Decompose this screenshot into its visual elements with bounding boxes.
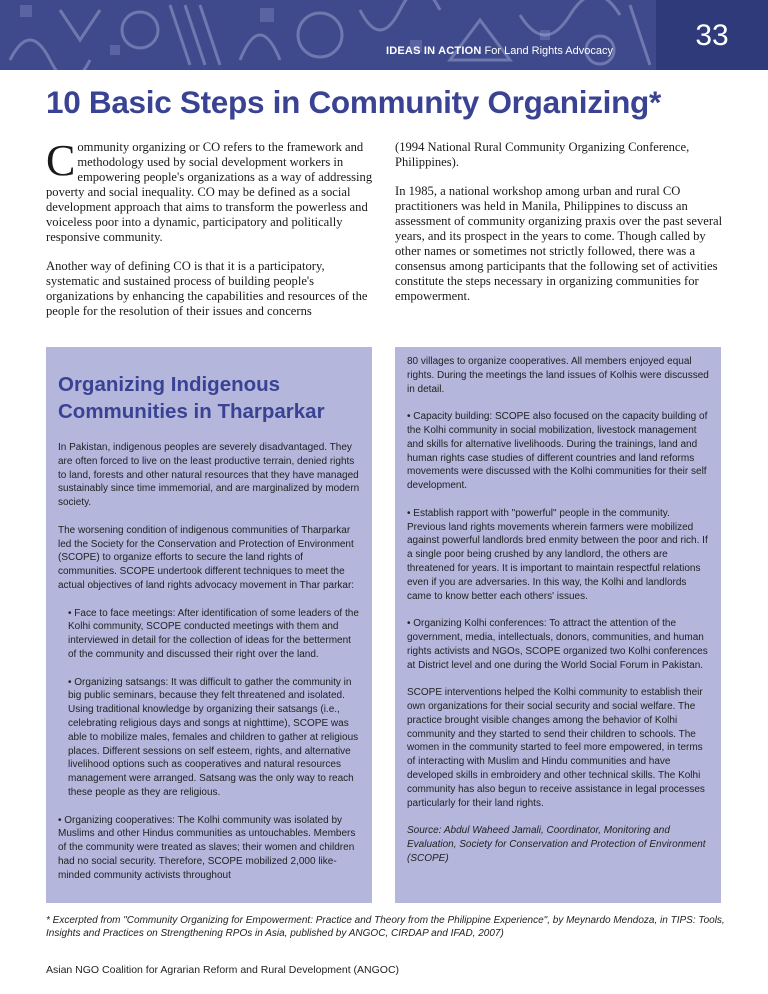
box-paragraph-1: In Pakistan, indigenous peoples are severely disadvantaged. They are often forced to live on the least productive terrain, denied rights to land, forests and other natural resources that they have managed sustainably since time immemorial, and are marginalized by modern society. (58, 442, 360, 509)
bullet-cooperatives: • Organizing cooperatives: The Kolhi community was isolated by Muslims and other Hindus communities as untouchables. Members of the community were treated as slaves; their women and children had no social security. Therefore, SCOPE mobilized 2,000 like-minded community activists throughout (58, 814, 356, 881)
bullet-face-to-face: • Face to face meetings: After identification of some leaders of the Kolhi community, SCOPE conducted meetings with them and interviewed in detail for the collection of ideas for the betterment of the community and discussed their right over the land. (68, 607, 359, 660)
footnote: * Excerpted from "Community Organizing for Empowerment: Practice and Theory from the Philippine Experience", by Meynardo Mendoza, in TIPS: Tools, Insights and Practices on Strengthening RPOs in Asia, published by ANGOC, CIRDAP and IFAD, 2007) (46, 915, 725, 939)
drop-cap: C (46, 136, 76, 185)
page-number: 33 (656, 0, 768, 70)
intro-paragraph-4: In 1985, a national workshop among urban and rural CO practitioners was held in Manila, Philippines to discuss an assessment of community organizing praxis over the past several years, and its prospect in the years to come. Though called by other names or sometimes not strictly followed, there was a consensus among participants that the following set of activities constitute the steps necessary in organizing communities for empowerment. (395, 184, 723, 303)
sidebar-box-right (395, 347, 721, 903)
footer: Asian NGO Coalition for Agrarian Reform and Rural Development (ANGOC) (46, 964, 400, 976)
bullet-capacity-building: • Capacity building: SCOPE also focused on the capacity building of the Kolhi community in social mobilization, livestock management and skills for alternative livelihoods. During the trainings, land and human rights case studies of different countries and land reforms movements were discussed with the Kolhi communities for their self development. (407, 411, 708, 492)
bullet-satsangs: • Organizing satsangs: It was difficult to gather the community in big public seminars, because they felt threatened and isolated. Using traditional knowledge by organizing their satsangs (i.e., celebrating religious days and songs at nighttime), SCOPE was able to mobilize males, females and children to gather at religious places. Different sessions on self esteem, rights, and alternative livelihood options such as cooperatives and natural resources management were arranged. Satsang was the only way to reach these people as they are religious. (68, 676, 359, 798)
header-banner (0, 0, 768, 70)
box-conclusion: SCOPE interventions helped the Kolhi community to establish their own organizations for their social security and social welfare. The practice brought visible changes among the behavior of Kolhi community and they started to send their children to schools. The women in the community started to feel more empowered, in terms of interacting with Muslim and Hindu communities and have developed skills in embroidery and other technical skills. The Kolhi community has also begun to receive assistance in legal processes particularly for their land rights. (407, 687, 705, 809)
sidebar-box-left (46, 347, 372, 903)
box-source: Source: Abdul Waheed Jamali, Coordinator, Monitoring and Evaluation, Society for Conservation and Protection of Environment (SCOPE) (407, 825, 706, 864)
section-label-rest: For Land Rights Advocacy (481, 45, 613, 57)
intro-column-right (395, 140, 725, 318)
intro-paragraph-2: Another way of defining CO is that it is a participatory, systematic and sustained process of building people's organizations by enhancing the capabilities and resources of the people for the resolution of their issues and concerns (46, 259, 368, 318)
page-title: 10 Basic Steps in Community Organizing* (46, 84, 661, 120)
intro-column-left (46, 136, 376, 333)
bullet-rapport: • Establish rapport with "powerful" people in the community. Previous land rights movements wherein farmers were mobilized against powerful landlords bred enmity between the poor and rich. If a single poor being crushed by any landlord, the others are threatened for years. It is important to maintain respectful relations even if you are adversaries. In this way, the Kolhi and landlords came to know better each others' issues. (407, 507, 708, 602)
box-paragraph-2: The worsening condition of indigenous communities of Tharparkar led the Society for the Conservation and Protection of Environment (SCOPE) to organize efforts to secure the land rights of communities. SCOPE undertook different techniques to meet the actual objectives of land rights advocacy movement in Thar parkar: (58, 524, 355, 591)
section-label (386, 45, 613, 57)
intro-paragraph-1 (46, 136, 376, 245)
intro-paragraph-3: (1994 National Rural Community Organizing Conference, Philippines). (395, 140, 690, 169)
box-continued-1: 80 villages to organize cooperatives. All members enjoyed equal rights. During the meetings the land issues of Kolhis were discussed in detail. (407, 356, 709, 395)
section-label-strong: IDEAS IN ACTION (386, 45, 482, 57)
box-title: Organizing Indigenous Communities in Tharparkar (58, 373, 325, 423)
decorative-pattern (0, 0, 768, 70)
intro-paragraph-1-text: ommunity organizing or CO refers to the framework and methodology used by social development workers in empowering people's organizations as a way of addressing poverty and social inequality. CO may be defined as a social development approach that aims to transform the powerless and voiceless poor into a dynamic, participatory and politically responsive community. (46, 140, 373, 244)
bullet-conferences: • Organizing Kolhi conferences: To attract the attention of the government, media, intellectuals, donors, communities, and human rights activists and NGOs, SCOPE organized two Kolhi conferences at District level and one during the World Social Forum in Pakistan. (407, 618, 708, 671)
